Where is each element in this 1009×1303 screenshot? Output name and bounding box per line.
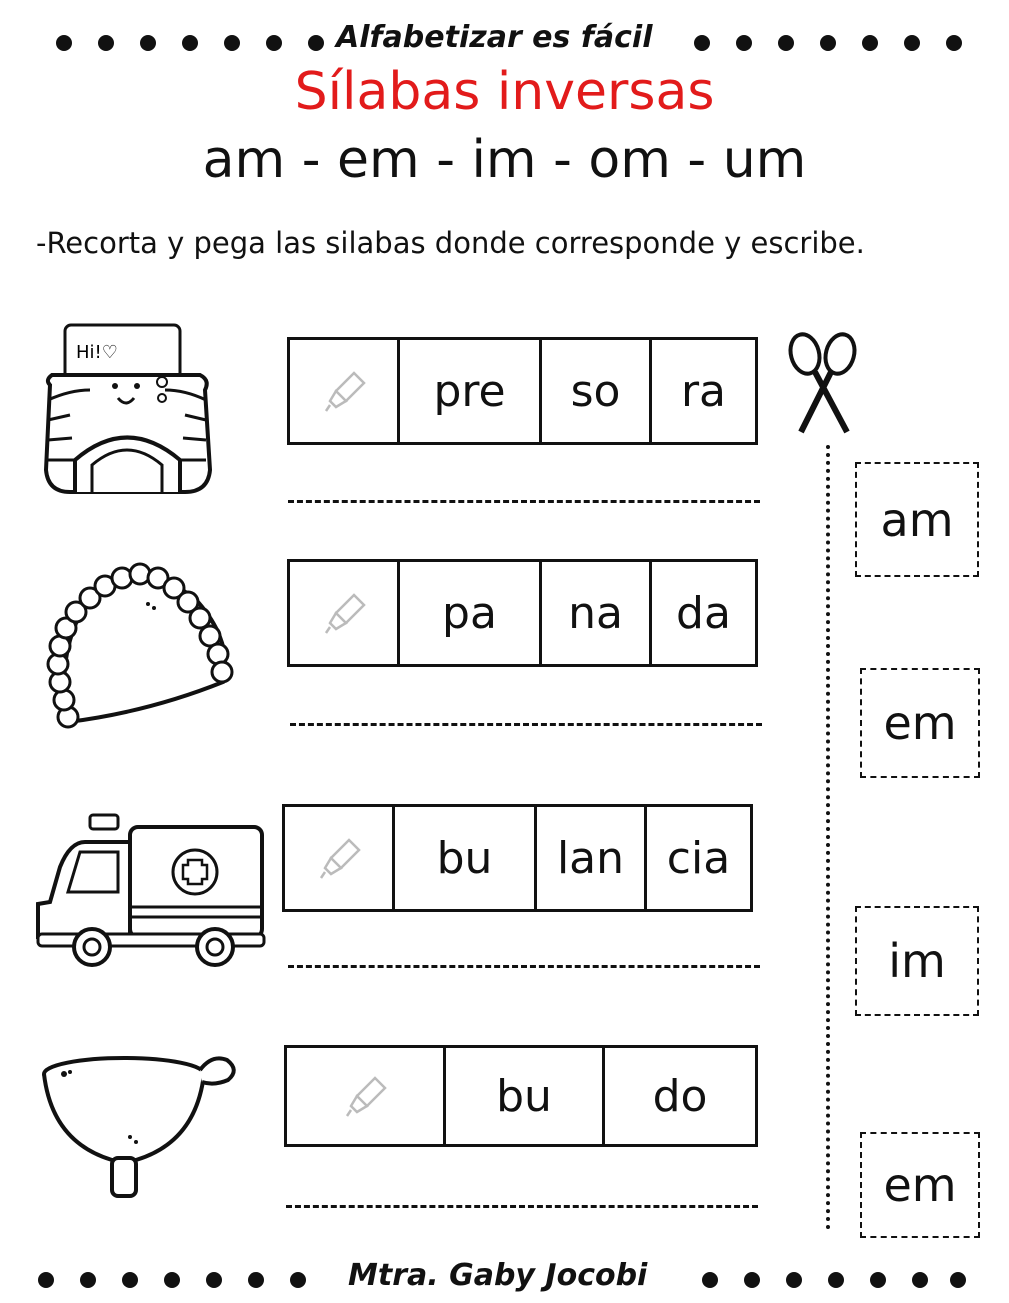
syllable-cell: pre xyxy=(397,340,539,442)
syllable-cell: bu xyxy=(443,1048,602,1144)
cut-card[interactable]: am xyxy=(855,462,979,577)
glue-bottle-icon xyxy=(335,1066,395,1126)
syllable-cell: do xyxy=(602,1048,755,1144)
funnel-icon xyxy=(42,1052,237,1202)
glue-slot[interactable] xyxy=(290,562,397,664)
writing-line[interactable] xyxy=(290,723,762,726)
syllable-row-1 xyxy=(287,337,758,445)
instruction-text: -Recorta y pega las silabas donde corresponde y escribe. xyxy=(36,226,865,260)
syllable-cell: na xyxy=(539,562,649,664)
glue-slot[interactable] xyxy=(285,807,392,909)
scissors-icon xyxy=(785,328,865,438)
cut-card[interactable]: im xyxy=(855,906,979,1016)
syllable-cell: cia xyxy=(644,807,750,909)
syllable-cell: so xyxy=(539,340,649,442)
glue-bottle-icon xyxy=(314,583,374,643)
syllable-cell: bu xyxy=(392,807,534,909)
writing-line[interactable] xyxy=(288,500,760,503)
dentures-icon xyxy=(38,562,238,737)
glue-bottle-icon xyxy=(314,361,374,421)
writing-line[interactable] xyxy=(286,1205,758,1208)
syllable-cell: da xyxy=(649,562,755,664)
syllable-cell: lan xyxy=(534,807,644,909)
writing-line[interactable] xyxy=(288,965,760,968)
ambulance-icon xyxy=(30,812,270,972)
syllables-line: am - em - im - om - um xyxy=(202,130,807,190)
cut-card[interactable]: em xyxy=(860,1132,980,1238)
glue-slot[interactable] xyxy=(290,340,397,442)
syllable-cell: pa xyxy=(397,562,539,664)
cut-line xyxy=(826,445,830,1230)
svg-text:Hi!♡: Hi!♡ xyxy=(76,342,118,363)
footer-author: Mtra. Gaby Jocobi xyxy=(348,1258,648,1293)
syllable-row-2 xyxy=(287,559,758,667)
syllable-cell: ra xyxy=(649,340,755,442)
syllable-row-4 xyxy=(284,1045,758,1147)
glue-bottle-icon xyxy=(309,828,369,888)
cut-card[interactable]: em xyxy=(860,668,980,778)
syllable-row-3 xyxy=(282,804,753,912)
header-brand: Alfabetizar es fácil xyxy=(336,20,653,55)
worksheet-title: Sílabas inversas xyxy=(294,62,715,122)
printer-icon xyxy=(40,320,215,500)
glue-slot[interactable] xyxy=(287,1048,443,1144)
